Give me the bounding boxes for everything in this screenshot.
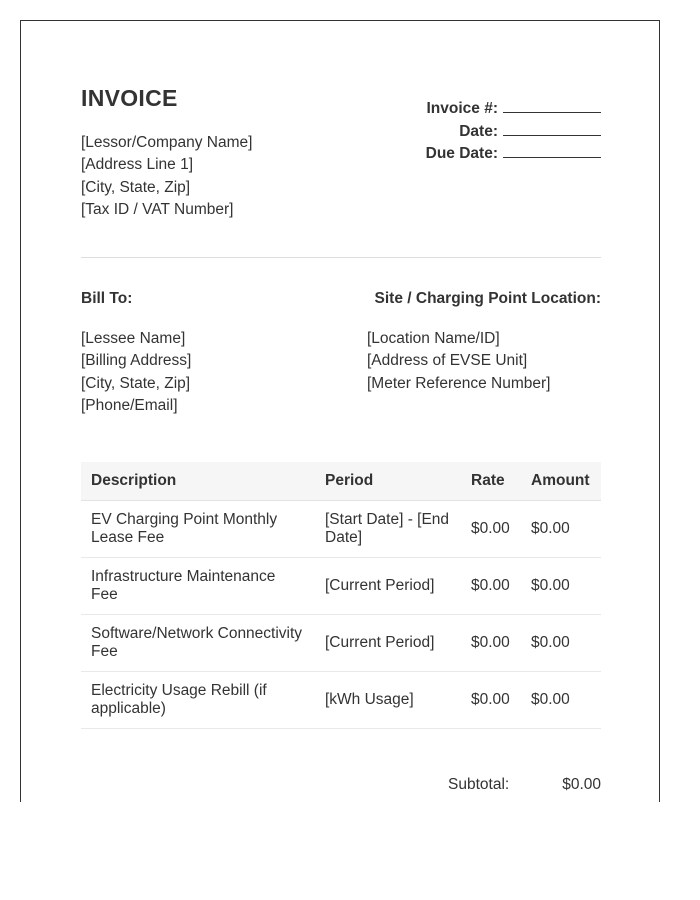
row-amount: $0.00 <box>521 558 601 615</box>
invoice-content <box>81 21 601 802</box>
table-row <box>81 558 601 615</box>
company-tax-id: [Tax ID / VAT Number] <box>81 200 234 218</box>
row-rate: $0.00 <box>461 558 521 615</box>
invoice-number-label: Invoice #: <box>426 100 498 117</box>
table-row <box>81 672 601 729</box>
billing-address: [Billing Address] <box>81 352 192 370</box>
table-header-row <box>81 462 601 501</box>
site-location-heading: Site / Charging Point Location: <box>374 290 601 307</box>
company-name: [Lessor/Company Name] <box>81 134 253 151</box>
invoice-date-row <box>426 121 601 144</box>
header-amount: Amount <box>521 462 601 501</box>
invoice-meta <box>426 98 601 166</box>
row-description: Software/Network Connectivity Fee <box>81 615 315 672</box>
row-description: Infrastructure Maintenance Fee <box>81 558 315 615</box>
meter-reference: [Meter Reference Number] <box>367 374 551 392</box>
subtotal-value: $0.00 <box>562 776 601 793</box>
header-divider <box>81 257 601 258</box>
row-amount: $0.00 <box>521 615 601 672</box>
company-address: [Address Line 1] <box>81 156 194 174</box>
billing-city: [City, State, Zip] <box>81 374 191 392</box>
row-description: EV Charging Point Monthly Lease Fee <box>81 501 315 558</box>
table-row <box>81 615 601 672</box>
table-row <box>81 501 601 558</box>
row-rate: $0.00 <box>461 501 521 558</box>
invoice-date-field[interactable] <box>503 121 601 136</box>
due-date-field[interactable] <box>503 143 601 158</box>
due-date-row <box>426 143 601 166</box>
row-rate: $0.00 <box>461 672 521 729</box>
row-period: [Current Period] <box>315 615 461 672</box>
billing-contact: [Phone/Email] <box>81 396 178 414</box>
evse-address: [Address of EVSE Unit] <box>367 352 528 370</box>
bill-to-heading: Bill To: <box>81 290 133 307</box>
row-period: [Start Date] - [End Date] <box>315 501 461 558</box>
company-info <box>81 132 252 221</box>
header-description: Description <box>81 462 315 501</box>
row-period: [kWh Usage] <box>315 672 461 729</box>
row-amount: $0.00 <box>521 501 601 558</box>
invoice-title: INVOICE <box>81 85 178 111</box>
location-name: [Location Name/ID] <box>367 330 500 347</box>
invoice-number-field[interactable] <box>503 98 601 113</box>
line-items-table <box>81 462 601 729</box>
invoice-page <box>20 20 660 802</box>
subtotal-row <box>389 776 601 794</box>
row-period: [Current Period] <box>315 558 461 615</box>
invoice-date-label: Date: <box>459 122 498 140</box>
bill-to-details <box>81 328 191 417</box>
header-rate: Rate <box>461 462 521 501</box>
invoice-number-row <box>426 98 601 121</box>
header-period: Period <box>315 462 461 501</box>
row-amount: $0.00 <box>521 672 601 729</box>
due-date-label: Due Date: <box>425 145 498 162</box>
lessee-name: [Lessee Name] <box>81 330 186 347</box>
row-rate: $0.00 <box>461 615 521 672</box>
row-description: Electricity Usage Rebill (if applicable) <box>81 672 315 729</box>
company-city: [City, State, Zip] <box>81 178 191 196</box>
subtotal-label: Subtotal: <box>448 776 510 793</box>
site-location-details <box>367 328 551 395</box>
